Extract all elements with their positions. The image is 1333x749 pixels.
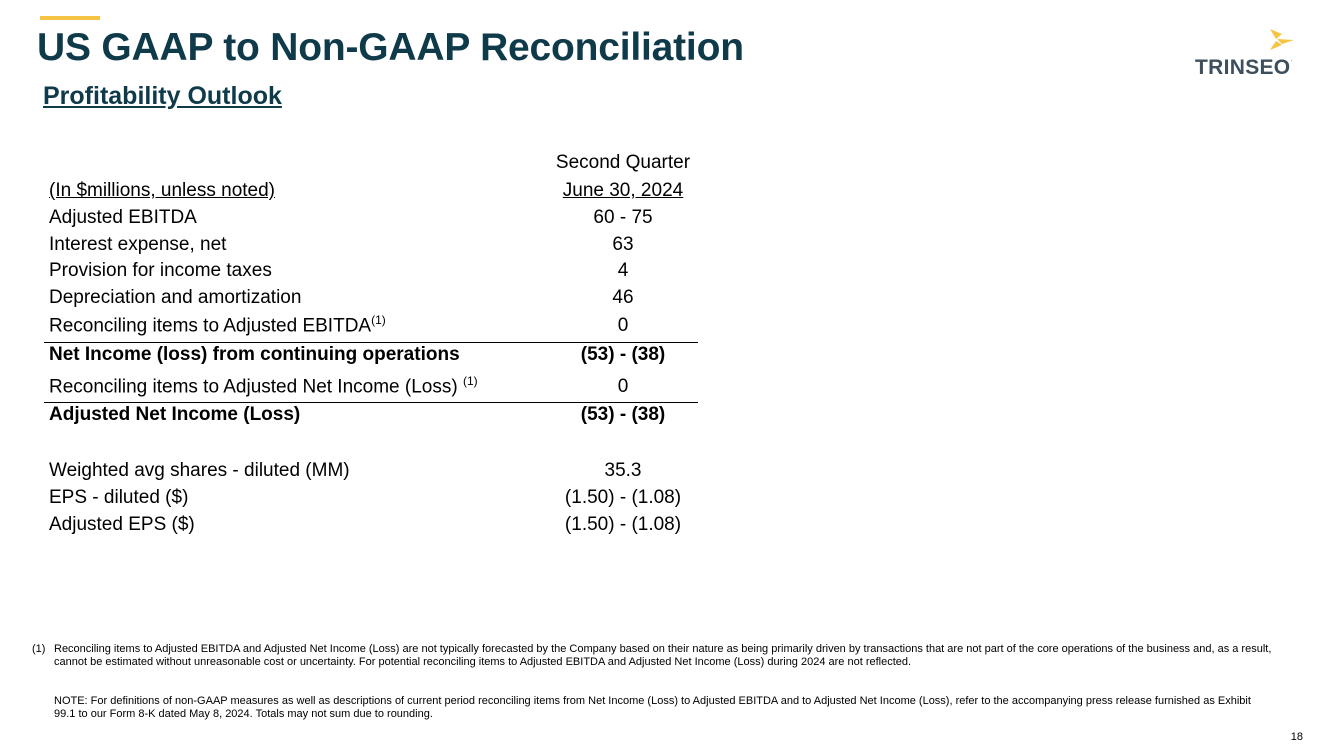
footnote-note: NOTE: For definitions of non-GAAP measures as well as descriptions of current period reconciling items from Net Income (Loss) to Adjusted EBITDA and to Adjusted Net Income (Loss), refer to the accompanying press release furnished as Exhibit 99.1 to our Form 8-K dated May 8, 2024. Totals may not sum due to rounding. xyxy=(54,695,1251,720)
table-row xyxy=(44,205,698,232)
row-label: Interest expense, net xyxy=(49,234,227,255)
table-row-total xyxy=(44,342,698,369)
row-label: Adjusted Net Income (Loss) xyxy=(49,404,301,425)
row-label-with-footnote xyxy=(49,313,386,337)
row-value: 46 xyxy=(612,287,634,308)
trinseo-chevron-icon xyxy=(1268,28,1298,52)
row-value: 0 xyxy=(617,315,629,336)
column-header-line2: June 30, 2024 xyxy=(562,180,684,201)
row-label-with-footnote xyxy=(49,374,478,398)
logo-mark-dot: . xyxy=(1290,56,1293,63)
trinseo-logo xyxy=(1190,26,1310,82)
table-header-row xyxy=(44,178,698,205)
row-value: 0 xyxy=(617,376,629,397)
page-number: 18 xyxy=(1290,731,1303,743)
footnote-ref: (1) xyxy=(371,312,386,327)
row-label: Weighted avg shares - diluted (MM) xyxy=(49,460,350,481)
table-row xyxy=(44,458,698,485)
logo-wordmark xyxy=(1195,56,1293,80)
table-row xyxy=(44,258,698,285)
row-value: 35.3 xyxy=(604,460,642,481)
logo-text: TRINSEO xyxy=(1195,56,1291,79)
row-label: Reconciling items to Adjusted EBITDA xyxy=(49,315,372,336)
table-row-total xyxy=(44,402,698,429)
footnote-text: Reconciling items to Adjusted EBITDA and Adjusted Net Income (Loss) are not typically forecasted by the Company based on their nature as being primarily driven by transactions that are not part of the core operations of the business and, as a result, cannot be estimated without unreasonable cost or uncertainty. For potential reconciling items to Adjusted EBITDA and Adjusted Net Income (Loss) during 2024 are not reflected. xyxy=(54,643,1272,668)
page-subtitle: Profitability Outlook xyxy=(43,82,282,110)
table-row xyxy=(44,374,698,401)
row-value: 63 xyxy=(612,234,634,255)
row-value: (1.50) - (1.08) xyxy=(564,514,682,535)
row-label: Reconciling items to Adjusted Net Income (Loss) xyxy=(49,376,463,397)
row-label: Adjusted EBITDA xyxy=(49,207,197,228)
table-row xyxy=(44,313,698,340)
table-row xyxy=(44,512,698,539)
row-value: 4 xyxy=(617,260,629,281)
row-value: (53) - (38) xyxy=(580,344,666,365)
footnote-1 xyxy=(32,643,1302,669)
title-accent-bar xyxy=(40,16,100,20)
table-row xyxy=(44,285,698,312)
table-row xyxy=(44,232,698,259)
column-header-line1: Second Quarter xyxy=(555,152,691,173)
row-label: Provision for income taxes xyxy=(49,260,272,281)
footnote-number: (1) xyxy=(32,643,46,655)
table-row xyxy=(44,485,698,512)
page-title: US GAAP to Non-GAAP Reconciliation xyxy=(37,26,744,69)
units-label: (In $millions, unless noted) xyxy=(49,180,275,201)
row-label: EPS - diluted ($) xyxy=(49,487,189,508)
row-value: 60 - 75 xyxy=(593,207,653,228)
row-label: Adjusted EPS ($) xyxy=(49,514,195,535)
row-value: (53) - (38) xyxy=(580,404,666,425)
footnote-ref: (1) xyxy=(462,373,478,388)
row-label: Depreciation and amortization xyxy=(49,287,302,308)
row-value: (1.50) - (1.08) xyxy=(564,487,682,508)
row-label: Net Income (loss) from continuing operations xyxy=(49,344,460,365)
